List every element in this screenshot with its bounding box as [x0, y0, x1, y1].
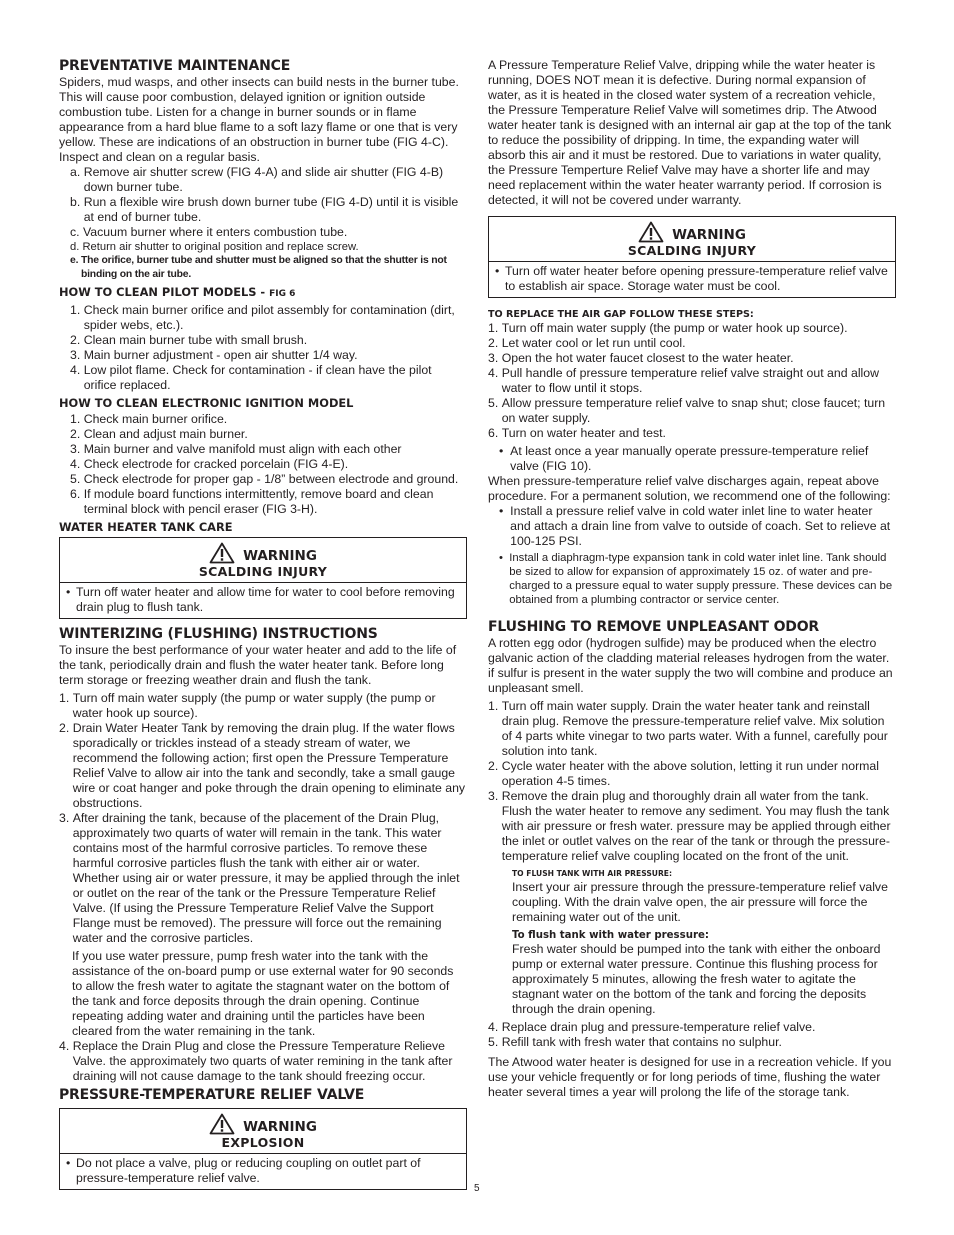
list-item: 4. Pull handle of pressure temperature relief valve straight out and allow water to flow until it stops. [488, 366, 880, 395]
list-item: 6. If module board functions intermittently, remove board and clean terminal block with pencil eraser (FIG 3-H). [70, 487, 434, 516]
list-item: 1. Check main burner orifice and pilot assembly for contamination (dirt, spider webs, etc.). [70, 303, 455, 332]
list-item: 3. Open the hot water faucet closest to the water heater. [488, 351, 794, 365]
warning-subtitle: SCALDING INJURY [627, 243, 757, 258]
odor-intro: A rotten egg odor (hydrogen sulfide) may be produced when the electro galvanic action of the cladding material releases hydrogen from the water. if sulfur is present in the water supply the two will combine and produce an unpleasant smell. [488, 636, 893, 695]
warning-triangle-icon [209, 1113, 235, 1135]
warning-triangle-icon [209, 542, 235, 564]
list-item: c. Vacuum burner where it enters combustion tube. [70, 225, 348, 239]
water-pressure-text: Fresh water should be pumped into the tank with either the onboard pump or external water pressure. Continue this flushing process for approximately 5 minutes, allowing the fresh water to agitate the stagnant water on the bottom of the tank and forcing the deposits through the drain opening. [512, 942, 881, 1016]
warning-header [489, 217, 895, 262]
list-item: 2. Let water cool or let run until cool. [488, 336, 686, 350]
discharge-text: When pressure-temperature relief valve discharges again, repeat above procedure. For a permanent solution, we recommend one of the following: [488, 474, 891, 503]
list-item: • Install a pressure relief valve in cold water inlet line to water heater and attach a drain line from valve to outside of coach. Set to relieve at 100-125 PSI. [499, 504, 891, 548]
list-item: 3. Main burner adjustment - open air shutter 1/4 way. [70, 348, 358, 362]
warning-header [60, 538, 466, 583]
winterizing-continuation: If you use water pressure, pump fresh water into the tank with the assistance of the on-board pump or use external water for 90 seconds to allow the fresh water to agitate the stagnant water on the bottom of the tank and force deposits through the drain opening. Continue repeating adding water and draining until the particles have been cleared from the water remaining in the tank. [72, 949, 454, 1038]
warning-subtitle: EXPLOSION [221, 1135, 305, 1150]
preventative-steps [59, 165, 467, 282]
pilot-fig-ref: FIG 6 [269, 289, 296, 299]
list-item: 6. Turn on water heater and test. [488, 426, 666, 440]
winterizing-step-4 [59, 1039, 467, 1084]
list-item: • At least once a year manually operate pressure-temperature relief valve (FIG 10). [499, 444, 869, 473]
list-item: 5. Allow pressure temperature relief valve to snap shut; close faucet; turn on water supply. [488, 396, 886, 425]
list-item: 2. Clean main burner tube with small brush. [70, 333, 308, 347]
air-pressure-subheading: TO FLUSH TANK WITH AIR PRESSURE: [512, 869, 673, 878]
list-item: 1. Turn off main water supply (the pump or water hook up source). [488, 321, 848, 335]
list-item: 2. Cycle water heater with the above solution, letting it run under normal operation 4-5 times. [488, 759, 879, 788]
list-item: 2. Drain Water Heater Tank by removing the drain plug. If the water flows sporadically or trickles instead of a steady stream of water, we recommend the following action; first open the Pressure Temperature Relief Valve to allow air into the tank and secondly, take a small gauge wire or coat hanger and poke through the drain opening to eliminate any obstructions. [59, 721, 466, 810]
list-item: • Install a diaphragm-type expansion tank in cold water inlet line. Tank should be sized to allow for expansion of approximately 15 oz. of water and pre-charged to a pressure equal to water supply pressure. These devices can be obtained from a plumbing contractor or service center. [499, 552, 893, 606]
list-item: a. Remove air shutter screw (FIG 4-A) and slide air shutter (FIG 4-B) down burner tube. [70, 165, 444, 194]
warning-box-scalding-ptrv [488, 216, 896, 298]
pilot-models-heading: HOW TO CLEAN PILOT MODELS - FIG 6 [59, 285, 296, 299]
air-pressure-section [488, 867, 896, 1017]
odor-closing: The Atwood water heater is designed for use in a recreation vehicle. If you use your vehicle frequently or for long periods of time, flushing the water heater several times a year will prolong the life of the storage tank. [488, 1055, 892, 1099]
list-item: e. The orifice, burner tube and shutter must be aligned so that the shutter is not binding on the air tube. [70, 255, 447, 280]
bullet: • [66, 585, 71, 599]
left-column [59, 58, 467, 1194]
list-item: 1. Turn off main water supply (the pump or water supply (the pump or water hook up source). [59, 691, 436, 720]
warning-title: WARNING [672, 227, 746, 243]
winterizing-steps [59, 691, 467, 946]
warning-subtitle: SCALDING INJURY [198, 564, 328, 579]
list-item: 3. Remove the drain plug and thoroughly drain all water from the tank. Flush the water heater to remove any sediment. You may flush the tank with air pressure or fresh water. pressure may be applied through either the inlet or outlet valves on the rear of the tank or through the pressure-temperature relief valve coupling located on the front of the unit. [488, 789, 891, 863]
list-item: 4. Replace the Drain Plug and close the Pressure Temperature Relieve Valve. the approximately two quarts of water remining in the tank after draining will not cause damage to the tank should freezing occur. [59, 1039, 453, 1083]
tank-care-heading: WATER HEATER TANK CARE [59, 520, 233, 534]
odor-heading: FLUSHING TO REMOVE UNPLEASANT ODOR [488, 619, 819, 635]
warning-box-explosion [59, 1108, 467, 1190]
electronic-ignition-heading: HOW TO CLEAN ELECTRONIC IGNITION MODEL [59, 396, 354, 410]
warning-title: WARNING [243, 1119, 317, 1135]
warning-title: WARNING [243, 548, 317, 564]
warning-box-scalding [59, 537, 467, 619]
warning-text: Do not place a valve, plug or reducing coupling on outlet part of pressure-temperature relief valve. [76, 1156, 421, 1185]
pilot-steps [59, 303, 467, 393]
ptrv-drip-intro: A Pressure Temperature Relief Valve, dripping while the water heater is running, DOES NOT mean it is defective. During normal expansion of water, as it is heated in the closed water system of a recreation vehicle, the Pressure Temperature Relief Valve will sometimes drip. The Atwood water heater tank is designed with an internal air gap at the top of the tank to reduce the possibility of dripping. In time, the expanding water will absorb this air and it must be restored. Due to variations in water quality, the Pressure Temperture Relief Valve may have a shorter life and may need replacement within the water heater warranty period. If corrosion is detected, it will not be covered under warranty. [488, 58, 892, 207]
warning-body [60, 583, 466, 618]
list-item: 5. Check electrode for proper gap - 1/8” between electrode and ground. [70, 472, 459, 486]
permanent-solution-list [488, 504, 896, 607]
list-item: 1. Turn off main water supply. Drain the water heater tank and reinstall drain plug. Remove the pressure-temperature relief valve. Mix solution of 4 parts white vinegar to two parts water. With a funnel, carefully pour solution into tank. [488, 699, 888, 758]
bullet: • [66, 1156, 71, 1170]
list-item: 1. Check main burner orifice. [70, 412, 228, 426]
page-number: 5 [474, 1183, 480, 1194]
right-column [488, 58, 896, 1100]
warning-header [60, 1109, 466, 1154]
warning-body [60, 1154, 466, 1189]
air-gap-steps [488, 321, 896, 441]
list-item: 3. Main burner and valve manifold must align with each other [70, 442, 402, 456]
warning-text: Turn off water heater and allow time for water to cool before removing drain plug to flush tank. [76, 585, 455, 614]
preventative-maintenance-heading: PREVENTATIVE MAINTENANCE [59, 58, 291, 74]
air-pressure-text: Insert your air pressure through the pressure-temperature relief valve coupling. With the drain valve open, the air pressure will force the remaining water out of the unit. [512, 880, 888, 924]
list-item: 4. Low pilot flame. Check for contamination - if clean have the pilot orifice replaced. [70, 363, 432, 392]
list-item: b. Run a flexible wire brush down burner tube (FIG 4-D) until it is visible at end of burner tube. [70, 195, 459, 224]
winterizing-heading: WINTERIZING (FLUSHING) INSTRUCTIONS [59, 626, 378, 642]
list-item: 4. Replace drain plug and pressure-temperature relief valve. [488, 1020, 816, 1034]
odor-steps [488, 699, 896, 864]
winterizing-intro: To insure the best performance of your water heater and add to the life of the tank, periodically drain and flush the water heater tank. Before long term storage or freezing weather drain and flush the tank. [59, 643, 457, 687]
warning-triangle-icon [638, 221, 664, 243]
list-item: 3. After draining the tank, because of the placement of the Drain Plug, approximately two quarts of water will remain in the tank. This water contains most of the harmful corrosive particles. To remove these harmful corrosive particles flush the tank with either air or water. Whether using air or water pressure, it may be applied through the inlet or outlet on the rear of the tank or the Pressure Temperature Relief Valve. (If using the Pressure Temperature Relief Valve the Support Flange must be removed). The pressure will force out the remaining water and the corrosive particles. [59, 811, 460, 945]
annual-check [488, 444, 896, 474]
warning-text: Turn off water heater before opening pressure-temperature relief valve to establish air space. Storage water must be cool. [505, 264, 888, 293]
list-item: 2. Clean and adjust main burner. [70, 427, 248, 441]
bullet: • [495, 264, 500, 278]
ptrv-heading: PRESSURE-TEMPERATURE RELIEF VALVE [59, 1087, 365, 1103]
list-item: 5. Refill tank with fresh water that contains no sulphur. [488, 1035, 782, 1049]
preventative-intro: Spiders, mud wasps, and other insects can build nests in the burner tube. This will cause poor combustion, delayed ignition or ignition outside combustion tube. Listen for a change in burner sounds or in flame appearance from a hard blue flame to a soft lazy flame or one that is very yellow. These are indications of an obstruction in burner tube (FIG 4-C). Inspect and clean on a regular basis. [59, 75, 459, 164]
list-item: d. Return air shutter to original position and replace screw. [70, 241, 359, 253]
air-gap-heading: TO REPLACE THE AIR GAP FOLLOW THESE STEPS: [488, 309, 754, 320]
electronic-steps [59, 412, 467, 517]
warning-body [489, 262, 895, 297]
list-item: 4. Check electrode for cracked porcelain (FIG 4-E). [70, 457, 349, 471]
water-pressure-subheading: To flush tank with water pressure: [512, 930, 709, 941]
odor-final-steps [488, 1020, 896, 1050]
